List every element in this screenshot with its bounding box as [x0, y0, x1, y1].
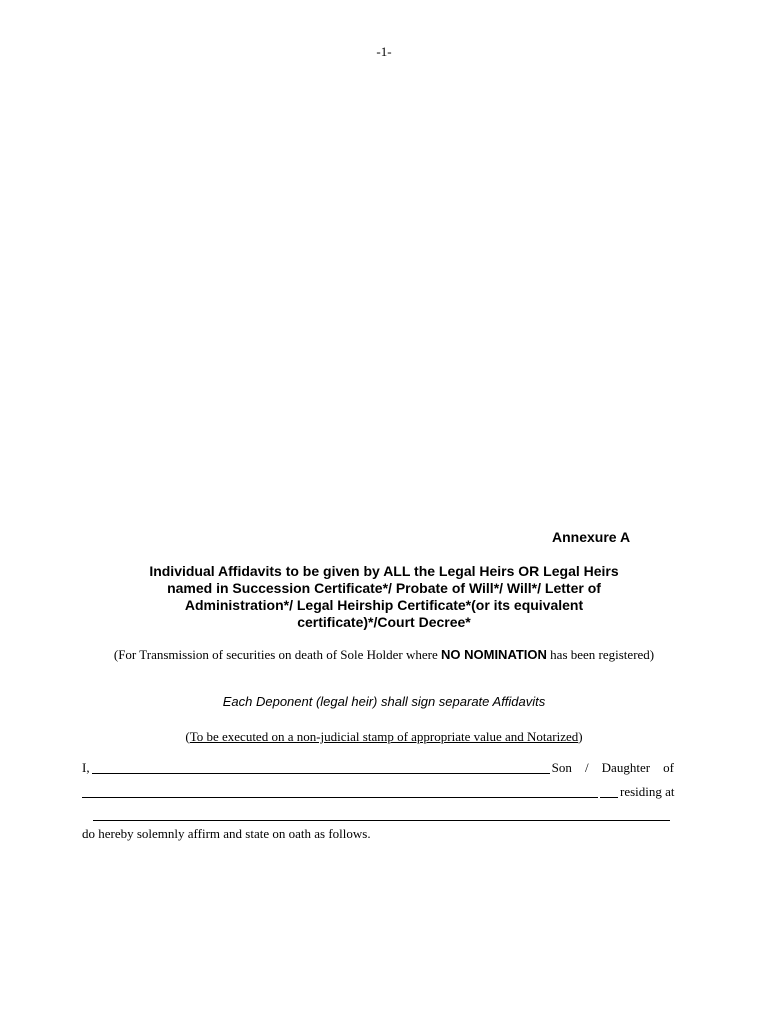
execution-open-paren: ( — [185, 729, 190, 744]
parent-name-blank[interactable] — [82, 785, 598, 798]
name-line — [82, 760, 674, 776]
no-nomination-emphasis: NO NOMINATION — [441, 647, 547, 662]
transmission-note — [88, 646, 680, 663]
heading-line-4: certificate)*/Court Decree* — [297, 614, 471, 630]
transmission-text-before: (For Transmission of securities on death of Sole Holder where — [113, 647, 441, 662]
execution-text: To be executed on a non-judicial stamp of appropriate value and Notarized — [189, 729, 579, 744]
heading-line-3: Administration*/ Legal Heirship Certificate*(or its equivalent — [184, 597, 584, 613]
parent-line — [82, 784, 684, 800]
parent-name-blank-end[interactable] — [600, 785, 618, 798]
relation-daughter: Daughter — [601, 760, 651, 775]
address-blank[interactable] — [93, 820, 670, 821]
relation-separator: / — [584, 760, 589, 775]
affidavit-heading — [88, 563, 680, 631]
transmission-text-after: has been registered) — [546, 647, 655, 662]
heading-line-1: Individual Affidavits to be given by ALL the Legal Heirs OR Legal Heirs — [149, 563, 619, 579]
oath-statement: do hereby solemnly affirm and state on oath as follows. — [82, 826, 371, 841]
execution-close-paren: ) — [578, 729, 583, 744]
heading-line-2: named in Succession Certificate*/ Probate of Will*/ Will*/ Letter of — [167, 580, 601, 596]
execution-note — [88, 729, 680, 745]
relation-son: Son — [551, 760, 572, 775]
relation-text — [552, 760, 674, 776]
page-number: -1- — [376, 44, 392, 59]
annexure-label: Annexure A — [552, 529, 631, 545]
residing-label: residing at — [620, 784, 675, 799]
relation-of: of — [663, 760, 674, 775]
name-blank[interactable] — [92, 761, 550, 774]
deponent-note: Each Deponent (legal heir) shall sign separate Affidavits — [222, 694, 546, 709]
name-prefix: I, — [82, 760, 90, 775]
